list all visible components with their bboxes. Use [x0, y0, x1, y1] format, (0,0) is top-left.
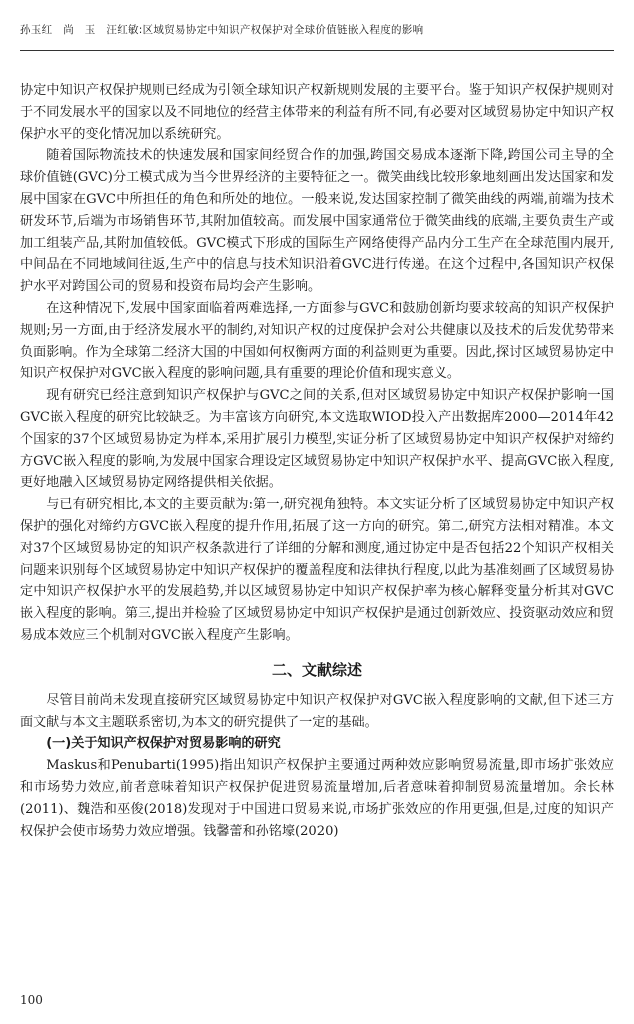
paragraph-1: 协定中知识产权保护规则已经成为引领全球知识产权新规则发展的主要平台。鉴于知识产权保护规则对于不同发展水平的国家以及不同地位的经营主体带来的利益有所不同,有必要对区域贸易协定中知识产权保护水平的变化情况加以系统研究。	[20, 83, 614, 142]
paragraph-2: 随着国际物流技术的快速发展和国家间经贸合作的加强,跨国交易成本逐渐下降,跨国公司主导的全球价值链(GVC)分工模式成为当今世界经济的主要特征之一。微笑曲线比较形象地刻画出发达国家和发展中国家在GVC中所担任的角色和所处的地位。一般来说,发达国家控制了微笑曲线的两端,前端为技术研发环节,后端为市场销售环节,其附加值较高。而发展中国家通常位于微笑曲线的底端,主要负责生产或加工组装产品,其附加值较低。GVC模式下形成的国际生产网络使得产品内分工生产在全球范围内展开,中间品在不同地域间往返,生产中的信息与技术知识沿着GVC进行传递。在这个过程中,各国知识产权保护水平对跨国公司的贸易和投资布局均会产生影响。	[20, 148, 614, 295]
paragraph-5: 与已有研究相比,本文的主要贡献为:第一,研究视角独特。本文实证分析了区域贸易协定中知识产权保护的强化对缔约方GVC嵌入程度的提升作用,拓展了这一方向的研究。第二,研究方法相对精准。本文对37个区域贸易协定的知识产权条款进行了详细的分解和测度,通过协定中是否包括22个知识产权相关问题来识别每个区域贸易协定中知识产权保护的覆盖程度和法律执行程度,以此为基准刻画了区域贸易协定中知识产权保护水平的发展趋势,并以区域贸易协定中知识产权保护率为核心解释变量分析其对GVC嵌入程度的影响。第三,提出并检验了区域贸易协定中知识产权保护是通过创新效应、投资驱动效应和贸易成本效应三个机制对GVC嵌入程度产生影响。	[20, 497, 614, 643]
running-header: 孙玉红 尚 玉 汪红敏:区域贸易协定中知识产权保护对全球价值链嵌入程度的影响	[20, 24, 424, 36]
paragraph-6: 尽管目前尚未发现直接研究区域贸易协定中知识产权保护对GVC嵌入程度影响的文献,但下述三方面文献与本文主题联系密切,为本文的研究提供了一定的基础。	[20, 692, 614, 730]
page-number: 100	[20, 993, 43, 1007]
paragraph-3: 在这种情况下,发展中国家面临着两难选择,一方面参与GVC和鼓励创新均要求较高的知识产权保护规则;另一方面,由于经济发展水平的制约,对知识产权的过度保护会对公共健康以及技术的后发优势带来负面影响。作为全球第二经济大国的中国如何权衡两方面的利益则更为重要。因此,探讨区域贸易协定中知识产权保护对GVC嵌入程度的影响问题,具有重要的理论价值和现实意义。	[20, 300, 614, 382]
paragraph-4: 现有研究已经注意到知识产权保护与GVC之间的关系,但对区域贸易协定中知识产权保护影响一国GVC嵌入程度的研究比较缺乏。为丰富该方向研究,本文选取WIOD投入产出数据库2000—2014年42个国家的37个区域贸易协定为样本,采用扩展引力模型,实证分析了区域贸易协定中知识产权保护对缔约方GVC嵌入程度的影响,为发展中国家合理设定区域贸易协定中知识产权保护水平、提高GVC嵌入程度,更好地融入区域贸易协定网络提供相关依据。	[20, 388, 614, 491]
section-title: 二、文献综述	[271, 660, 362, 679]
paragraph-7: Maskus和Penubarti(1995)指出知识产权保护主要通过两种效应影响贸易流量,即市场扩张效应和市场势力效应,前者意味着知识产权保护促进贸易流量增加,后者意味着抑制贸易流量增加。余长林(2011)、魏浩和巫俊(2018)发现对于中国进口贸易来说,市场扩张效应的作用更强,但是,过度的知识产权保护会使市场势力效应增强。钱馨蕾和孙铭壕(2020)	[20, 758, 614, 839]
subsection-title: (一)关于知识产权保护对贸易影响的研究	[46, 736, 281, 752]
article-body	[20, 80, 614, 842]
header-rule	[20, 50, 614, 51]
